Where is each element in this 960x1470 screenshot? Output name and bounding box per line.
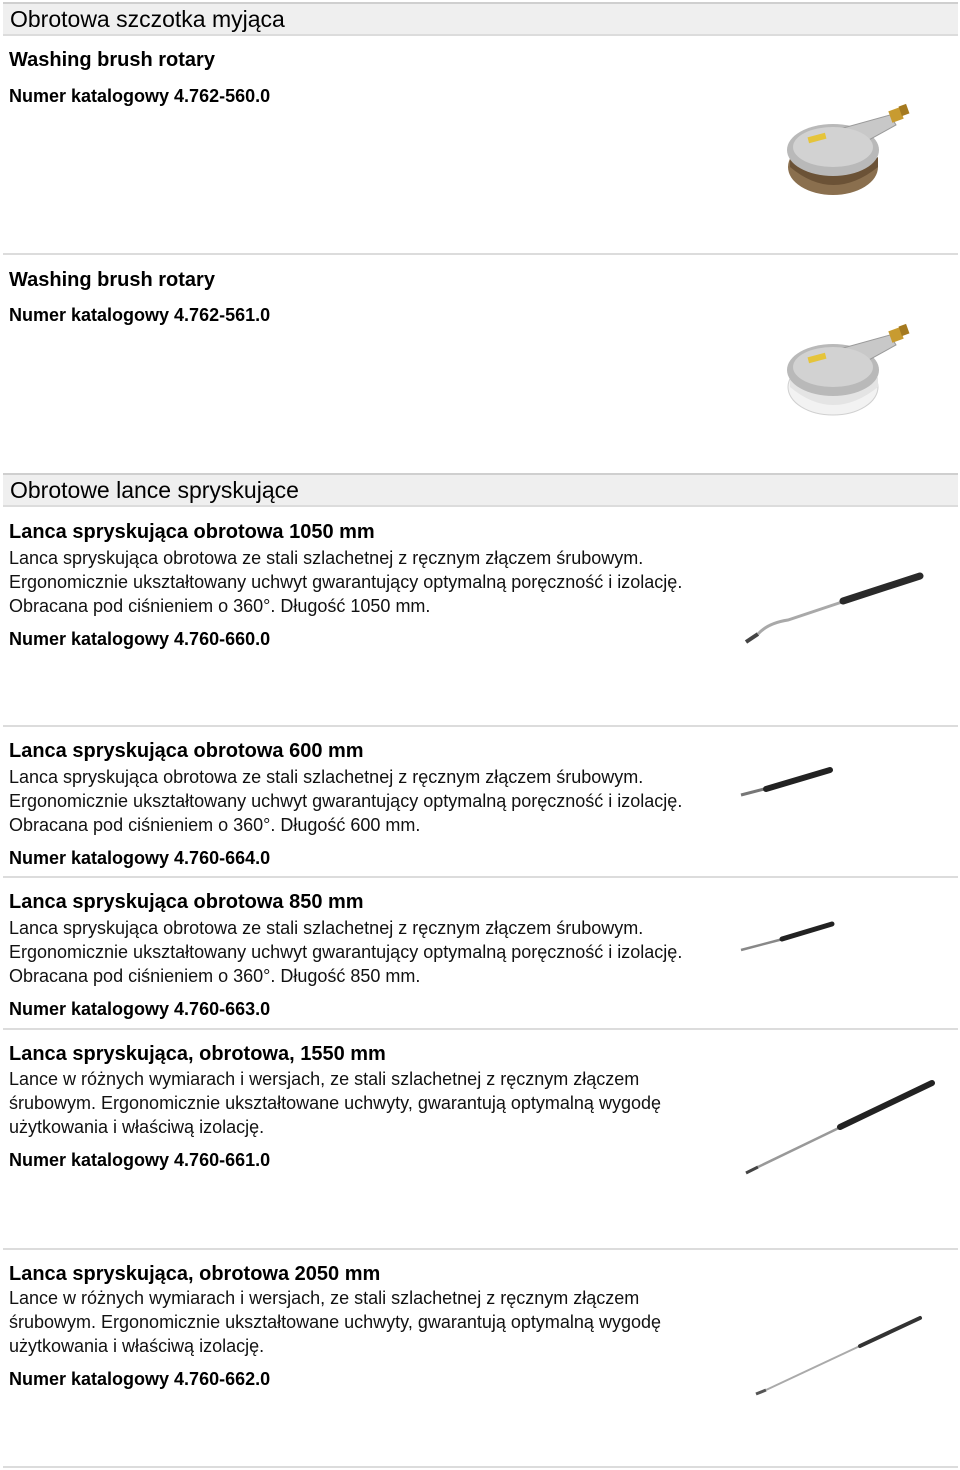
- catalog-number: Numer katalogowy 4.762-560.0: [9, 86, 271, 106]
- product-title: Lanca spryskująca obrotowa 600 mm: [9, 740, 364, 762]
- lance-image: [738, 915, 838, 955]
- catalog-number: Numer katalogowy 4.762-561.0: [9, 305, 271, 325]
- divider: [3, 1028, 958, 1030]
- product-title: Lanca spryskująca obrotowa 1050 mm: [9, 521, 375, 543]
- section-header: Obrotowe lance spryskujące: [3, 473, 958, 507]
- lance-image: [738, 568, 928, 653]
- product-description: Lance w różnych wymiarach i wersjach, ze stali szlachetnej z ręcznym złączem śrubowym. Ergonomicznie ukształtowane uchwyty, gwarantują optymalną wygodę użytkowania i właściwą izolację.: [9, 1288, 661, 1356]
- product-description: Lance w różnych wymiarach i wersjach, ze stali szlachetnej z ręcznym złączem śrubowym. Ergonomicznie ukształtowane uchwyty, gwarantują optymalną wygodę użytkowania i właściwą izolację.: [9, 1069, 661, 1137]
- product-title: Lanca spryskująca, obrotowa, 1550 mm: [9, 1043, 386, 1065]
- rotary-brush-image: [778, 315, 918, 425]
- product-title: Lanca spryskująca obrotowa 850 mm: [9, 891, 364, 913]
- catalog-number: Numer katalogowy 4.760-661.0: [9, 1150, 271, 1170]
- catalog-number: Numer katalogowy 4.760-660.0: [9, 629, 271, 649]
- lance-image: [740, 1075, 940, 1180]
- lance-image: [738, 762, 838, 802]
- catalog-number: Numer katalogowy 4.760-664.0: [9, 848, 271, 868]
- catalog-number: Numer katalogowy 4.760-663.0: [9, 999, 271, 1019]
- catalog-number: Numer katalogowy 4.760-662.0: [9, 1369, 271, 1389]
- rotary-brush-image: [778, 95, 918, 205]
- divider: [3, 876, 958, 878]
- product-description: Lanca spryskująca obrotowa ze stali szlachetnej z ręcznym złączem śrubowym. Ergonomicznie ukształtowany uchwyt gwarantujący optymalną poręczność i izolację. Obracana pod ciśnieniem o 360°. Długość 600 mm.: [9, 767, 683, 835]
- divider: [3, 253, 958, 255]
- section-header: Obrotowa szczotka myjąca: [3, 2, 958, 36]
- product-description: Lanca spryskująca obrotowa ze stali szlachetnej z ręcznym złączem śrubowym. Ergonomicznie ukształtowany uchwyt gwarantujący optymalną poręczność i izolację. Obracana pod ciśnieniem o 360°. Długość 1050 mm.: [9, 548, 683, 616]
- product-title: Lanca spryskująca, obrotowa 2050 mm: [9, 1263, 381, 1285]
- lance-image: [752, 1310, 927, 1400]
- divider: [3, 725, 958, 727]
- product-description: Lanca spryskująca obrotowa ze stali szlachetnej z ręcznym złączem śrubowym. Ergonomicznie ukształtowany uchwyt gwarantujący optymalną poręczność i izolację. Obracana pod ciśnieniem o 360°. Długość 850 mm.: [9, 918, 683, 986]
- divider: [3, 1466, 958, 1468]
- product-title: Washing brush rotary: [9, 49, 215, 71]
- product-title: Washing brush rotary: [9, 269, 215, 291]
- divider: [3, 1248, 958, 1250]
